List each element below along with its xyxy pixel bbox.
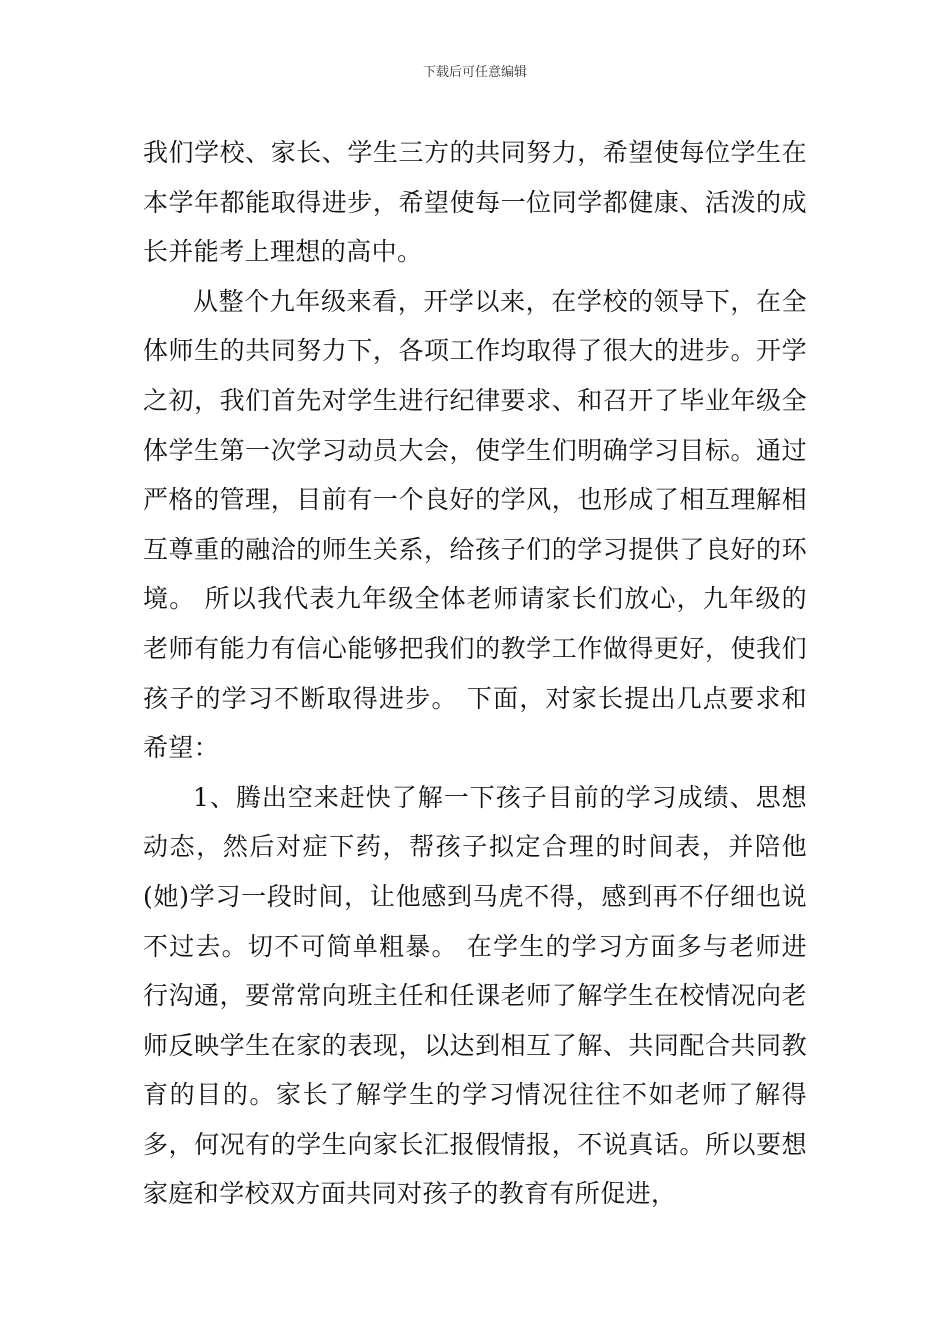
document-body bbox=[143, 128, 807, 1219]
page-header: 下载后可任意编辑 bbox=[422, 65, 527, 80]
paragraph-2: 从整个九年级来看，开学以来，在学校的领导下，在全体师生的共同努力下，各项工作均取得了很大的进步。开学之初，我们首先对学生进行纪律要求、和召开了毕业年级全体学生第一次学习动员大会，使学生们明确学习目标。通过严格的管理，目前有一个良好的学风，也形成了相互理解相互尊重的融洽的师生关系，给孩子们的学习提供了良好的环境。 所以我代表九年级全体老师请家长们放心，九年级的老师有能力有信心能够把我们的教学工作做得更好，使我们孩子的学习不断取得进步。 下面，对家长提出几点要求和希望： bbox=[143, 286, 807, 763]
paragraph-1: 我们学校、家长、学生三方的共同努力，希望使每位学生在本学年都能取得进步，希望使每一位同学都健康、活泼的成长并能考上理想的高中。 bbox=[143, 138, 807, 267]
paragraph-3: 1、腾出空来赶快了解一下孩子目前的学习成绩、思想动态，然后对症下药，帮孩子拟定合理的时间表，并陪他(她)学习一段时间，让他感到马虎不得，感到再不仔细也说不过去。切不可简单粗暴。 在学生的学习方面多与老师进行沟通，要常常向班主任和任课老师了解学生在校情况向老师反映学生在家的表现，以达到相互了解、共同配合共同教育的目的。家长了解学生的学习情况往往不如老师了解得多，何况有的学生向家长汇报假情报，不说真话。所以要想家庭和学校双方面共同对孩子的教育有所促进， bbox=[143, 782, 807, 1209]
